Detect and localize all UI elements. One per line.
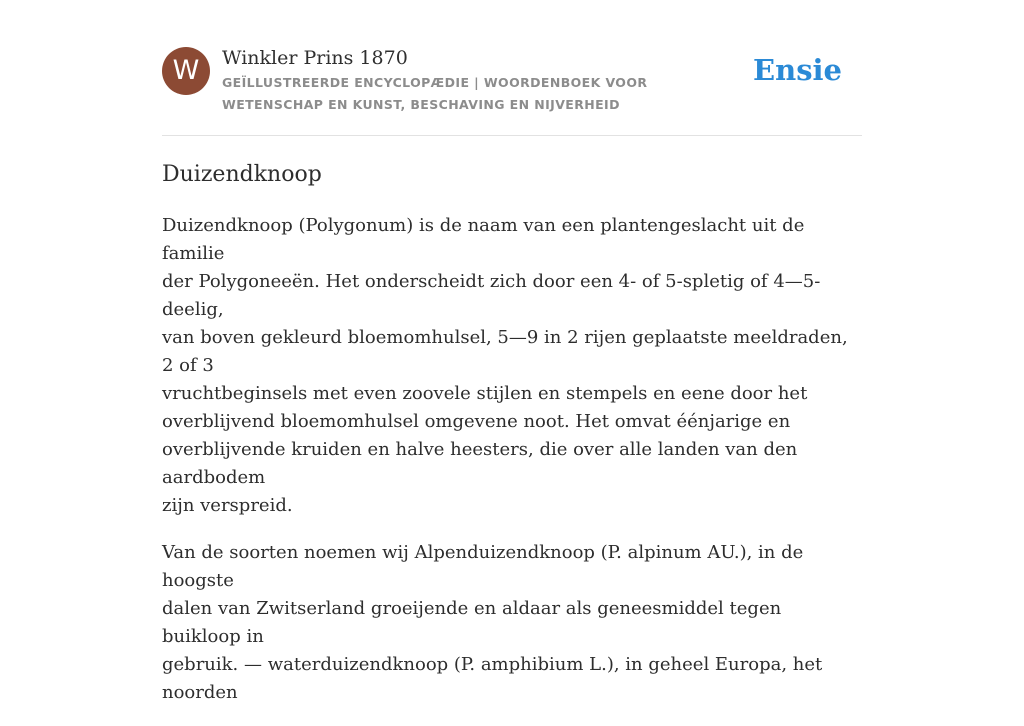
ensie-logo-link[interactable]: Ensie xyxy=(753,53,842,87)
entry-paragraph: Duizendknoop (Polygonum) is de naam van een plantengeslacht uit de familie der Polygoneeën. Het onderscheidt zich door een 4- of 5-spletig of 4—5-deelig, van boven gekleurd bloemomhulsel, 5—9 in 2 rijen geplaatste meeldraden, 2 of 3 vruchtbeginsels met even zoovele stijlen en stempels en eene door het overblijvend bloemomhulsel omgevene noot. Het omvat éénjarige en overblijvende kruiden en halve heesters, die over alle landen van den aardbodem zijn verspreid. xyxy=(162,215,848,516)
publication-title[interactable]: Winkler Prins 1870 xyxy=(222,47,408,69)
publication-subtitle: GEÏLLUSTREERDE ENCYCLOPÆDIE | WOORDENBOEK VOOR WETENSCHAP EN KUNST, BESCHAVING EN NIJVERHEID xyxy=(222,75,648,112)
entry-paragraph: Van de soorten noemen wij Alpenduizendknoop (P. alpinum AU.), in de hoogste dalen van Zwitserland groeijende en aldaar als geneesmiddel tegen buikloop in gebruik. — waterduizendknoop (P. amphibium L.), in geheel Europa, het noorden xyxy=(162,542,823,703)
publication-avatar[interactable]: W xyxy=(162,47,210,95)
publication-header xyxy=(162,46,862,136)
entry-body xyxy=(162,212,862,726)
entry-title: Duizendknoop xyxy=(162,162,322,187)
